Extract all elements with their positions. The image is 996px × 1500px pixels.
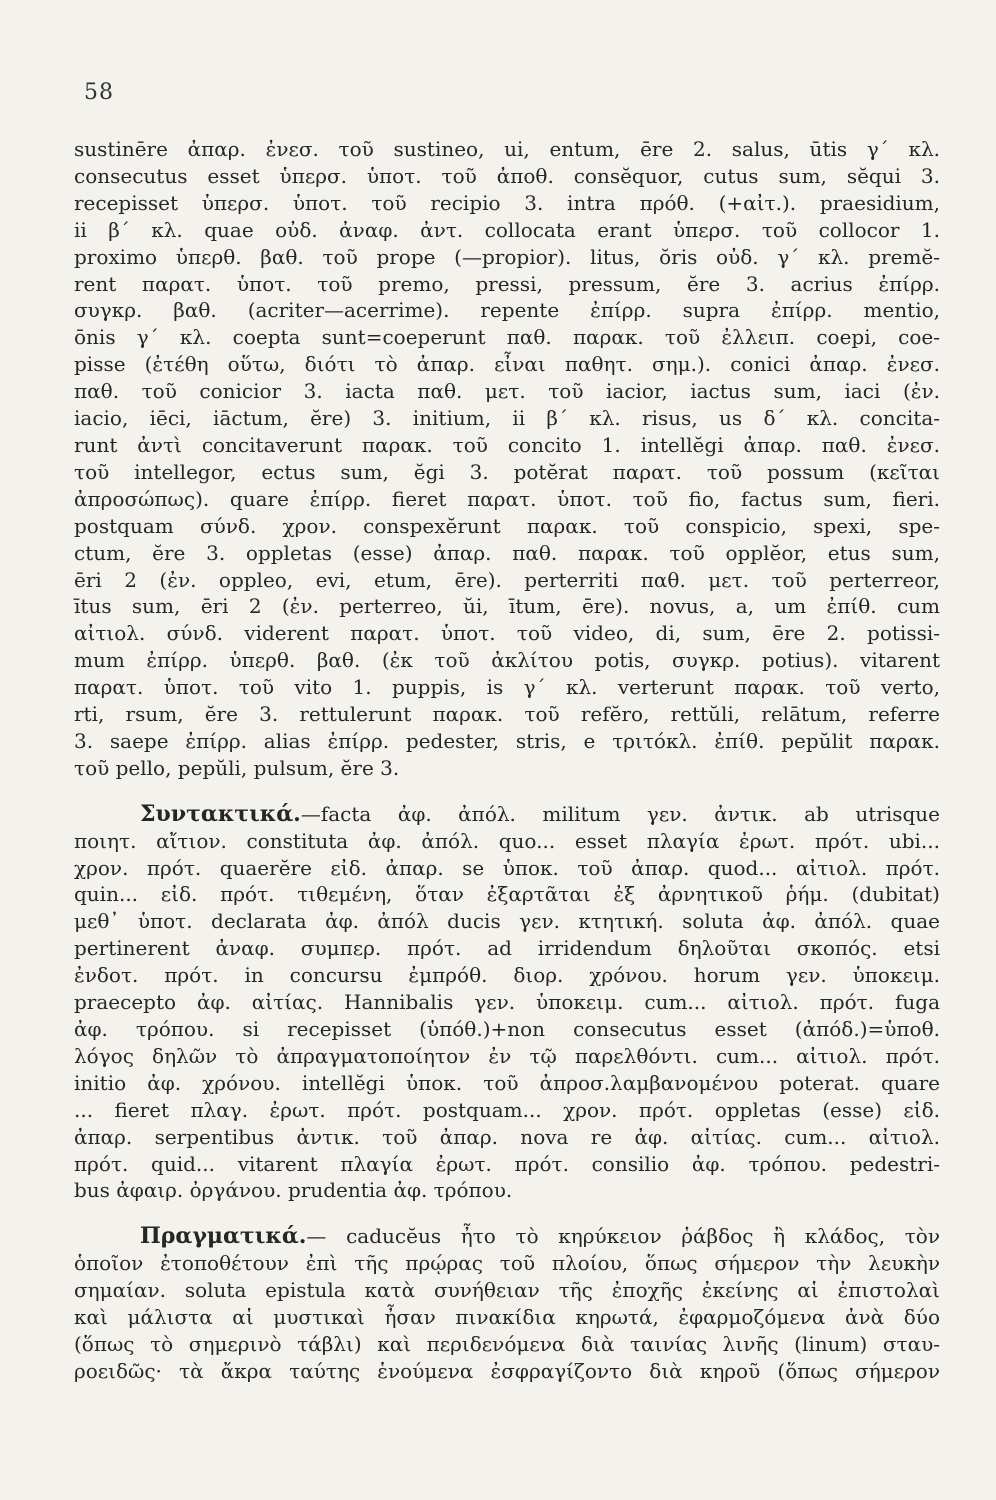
section-gap — [74, 782, 940, 801]
syntax-section — [74, 801, 940, 1205]
vocabulary-line: τοῦ pello, pepŭli, pulsum, ĕre 3. — [74, 755, 400, 780]
syntax-line: χρον. πρότ. quaerĕre εἰδ. ἀπαρ. se ὑποκ. τοῦ ἀπαρ. quod... αἰτιολ. πρότ. — [74, 855, 940, 880]
realia-first-line-text: — caducĕus ἦτο τὸ κηρύκειον ῥάβδος ἢ κλάδος, τὸν — [306, 1224, 940, 1249]
vocabulary-line: mum ἐπίρρ. ὑπερθ. βαθ. (ἐκ τοῦ ἀκλίτου potis, συγκρ. potius). vitarent — [74, 648, 940, 673]
syntax-line: quin... εἰδ. πρότ. τιθεμένη, ὅταν ἐξαρτᾶται ἐξ ἀρνητικοῦ ῥήμ. (dubitat) — [74, 882, 940, 907]
vocabulary-line: proximo ὑπερθ. βαθ. τοῦ prope (—propior). litus, ŏris οὐδ. γ΄ κλ. premĕ- — [74, 244, 940, 269]
syntax-line: praecepto ἀφ. αἰτίας. Hannibalis γεν. ὑποκειμ. cum... αἰτιολ. πρότ. fuga — [74, 990, 940, 1015]
vocabulary-line: pisse (ἐτέθη οὕτω, διότι τὸ ἀπαρ. εἶναι παθητ. σημ.). conici ἀπαρ. ἐνεσ. — [74, 352, 940, 377]
vocabulary-line: τοῦ intellegor, ectus sum, ĕgi 3. potĕrat παρατ. τοῦ possum (κεῖται — [74, 459, 940, 484]
realia-line: σημαίαν. soluta epistula κατὰ συνήθειαν τῆς ἐποχῆς ἐκείνης αἱ ἐπιστολαὶ — [74, 1278, 940, 1303]
syntax-line: bus ἀφαιρ. ὀργάνου. prudentia ἀφ. τρόπου. — [74, 1178, 513, 1203]
syntax-line: ... fieret πλαγ. ἐρωτ. πρότ. postquam... χρον. πρότ. oppletas (esse) εἰδ. — [74, 1097, 940, 1122]
syntax-line: ἀφ. τρόπου. si recepisset (ὑπόθ.)+non consecutus esset (ἀπόδ.)=ὑποθ. — [74, 1017, 940, 1041]
syntax-line: initio ἀφ. χρόνου. intellĕgi ὑποκ. τοῦ ἀπροσ.λαμβανομένου poterat. quare — [74, 1070, 940, 1095]
realia-line: καὶ μάλιστα αἱ μυστικαὶ ἦσαν πινακίδια κηρωτά, ἐφαρμοζόμενα ἀνὰ δύο — [74, 1305, 940, 1330]
page-number: 58 — [84, 80, 114, 105]
vocabulary-line: παθ. τοῦ conicior 3. iacta παθ. μετ. τοῦ iacior, iactus sum, iaci (ἐν. — [74, 379, 940, 404]
realia-line: ροειδῶς· τὰ ἄκρα ταύτης ἑνούμενα ἐσφραγίζοντο διὰ κηροῦ (ὅπως σήμερον — [74, 1358, 940, 1383]
vocabulary-line: ctum, ĕre 3. oppletas (esse) ἀπαρ. παθ. παρακ. τοῦ opplĕor, etus sum, — [74, 540, 940, 565]
section-gap — [74, 1204, 940, 1223]
syntax-line: πρότ. quid... vitarent πλαγία ἐρωτ. πρότ. consilio ἀφ. τρόπου. pedestri- — [74, 1151, 940, 1176]
syntax-line: ποιητ. αἴτιον. constituta ἀφ. ἀπόλ. quo... esset πλαγία ἐρωτ. πρότ. ubi... — [74, 828, 940, 853]
syntax-first-line — [74, 801, 940, 828]
realia-line: (ὅπως τὸ σημερινὸ τάβλι) καὶ περιδενόμενα διὰ ταινίας λινῆς (linum) σταυ- — [74, 1331, 940, 1356]
vocabulary-line: παρατ. ὑποτ. τοῦ vito 1. puppis, is γ΄ κλ. verterunt παρακ. τοῦ verto, — [74, 675, 940, 700]
realia-first-line — [74, 1223, 940, 1250]
vocabulary-line: συγκρ. βαθ. (acriter—acerrime). repente ἐπίρρ. supra ἐπίρρ. mentio, — [74, 298, 940, 323]
syntax-line: λόγος δηλῶν τὸ ἀπραγματοποίητον ἐν τῷ παρελθόντι. cum... αἰτιολ. πρότ. — [74, 1043, 940, 1068]
realia-line: ὁποῖον ἐτοποθέτουν ἐπὶ τῆς πρῴρας τοῦ πλοίου, ὅπως σήμερον τὴν λευκὴν — [74, 1251, 940, 1276]
vocabulary-line: recepisset ὑπερσ. ὑποτ. τοῦ recipio 3. intra πρόθ. (+αἰτ.). praesidium, — [74, 190, 940, 215]
vocabulary-line: consecutus esset ὑπερσ. ὑποτ. τοῦ ἀποθ. consĕquor, cutus sum, sĕqui 3. — [74, 163, 940, 188]
vocabulary-line: rti, rsum, ĕre 3. rettulerunt παρακ. τοῦ refĕro, rettŭli, relātum, referre — [74, 702, 940, 727]
vocabulary-line: postquam σύνδ. χρον. conspexĕrunt παρακ. τοῦ conspicio, spexi, spe- — [74, 513, 940, 538]
vocabulary-line: ēri 2 (ἐν. oppleo, evi, etum, ēre). perterriti παθ. μετ. τοῦ perterreor, — [74, 567, 940, 592]
syntax-line: ἀπαρ. serpentibus ἀντικ. τοῦ ἀπαρ. nova re ἀφ. αἰτίας. cum... αἰτιολ. — [74, 1124, 940, 1149]
vocabulary-line: ἀπροσώπως). quare ἐπίρρ. fieret παρατ. ὑποτ. τοῦ fio, factus sum, fieri. — [74, 486, 940, 511]
syntax-line: μεθ᾽ ὑποτ. declarata ἀφ. ἀπόλ ducis γεν. κτητική. soluta ἀφ. ἀπόλ. quae — [74, 909, 940, 934]
vocabulary-section — [74, 136, 940, 782]
vocabulary-line: sustinēre ἀπαρ. ἐνεσ. τοῦ sustineo, ui, entum, ēre 2. salus, ūtis γ΄ κλ. — [74, 137, 940, 161]
vocabulary-line: iacio, iēci, iāctum, ĕre) 3. initium, ii β΄ κλ. risus, us δ΄ κλ. concita- — [74, 406, 941, 431]
vocabulary-line: 3. saepe ἐπίρρ. alias ἐπίρρ. pedester, stris, e τριτόκλ. ἐπίθ. pepŭlit παρακ. — [74, 728, 940, 753]
vocabulary-line: runt ἀντὶ concitaverunt παρακ. τοῦ concito 1. intellĕgi ἀπαρ. παθ. ἐνεσ. — [74, 432, 940, 457]
syntax-heading: Συντακτικά. — [140, 800, 301, 827]
syntax-first-line-text: —facta ἀφ. ἀπόλ. militum γεν. ἀντικ. ab utrisque — [300, 801, 940, 826]
vocabulary-line: ii β΄ κλ. quae οὐδ. ἀναφ. ἀντ. collocata erant ὑπερσ. τοῦ collocor 1. — [74, 217, 940, 242]
vocabulary-line: ītus sum, ēri 2 (ἐν. perterreo, ŭi, ītum, ēre). novus, a, um ἐπίθ. cum — [74, 594, 940, 619]
syntax-line: pertinerent ἀναφ. συμπερ. πρότ. ad irridendum δηλοῦται σκοπός. etsi — [74, 936, 940, 961]
commentary-text — [74, 136, 940, 1385]
realia-heading: Πραγματικά. — [140, 1223, 307, 1250]
vocabulary-line: rent παρατ. ὑποτ. τοῦ premo, pressi, pressum, ĕre 3. acrius ἐπίρρ. — [74, 271, 940, 296]
vocabulary-line: αἰτιολ. σύνδ. viderent παρατ. ὑποτ. τοῦ video, di, sum, ēre 2. potissi- — [74, 621, 940, 646]
syntax-line: ἐνδοτ. πρότ. in concursu ἐμπρόθ. διορ. χρόνου. horum γεν. ὑποκειμ. — [74, 963, 940, 988]
vocabulary-line: ōnis γ΄ κλ. coepta sunt=coeperunt παθ. παρακ. τοῦ ἐλλειπ. coepi, coe- — [74, 325, 940, 350]
realia-section — [74, 1223, 940, 1384]
